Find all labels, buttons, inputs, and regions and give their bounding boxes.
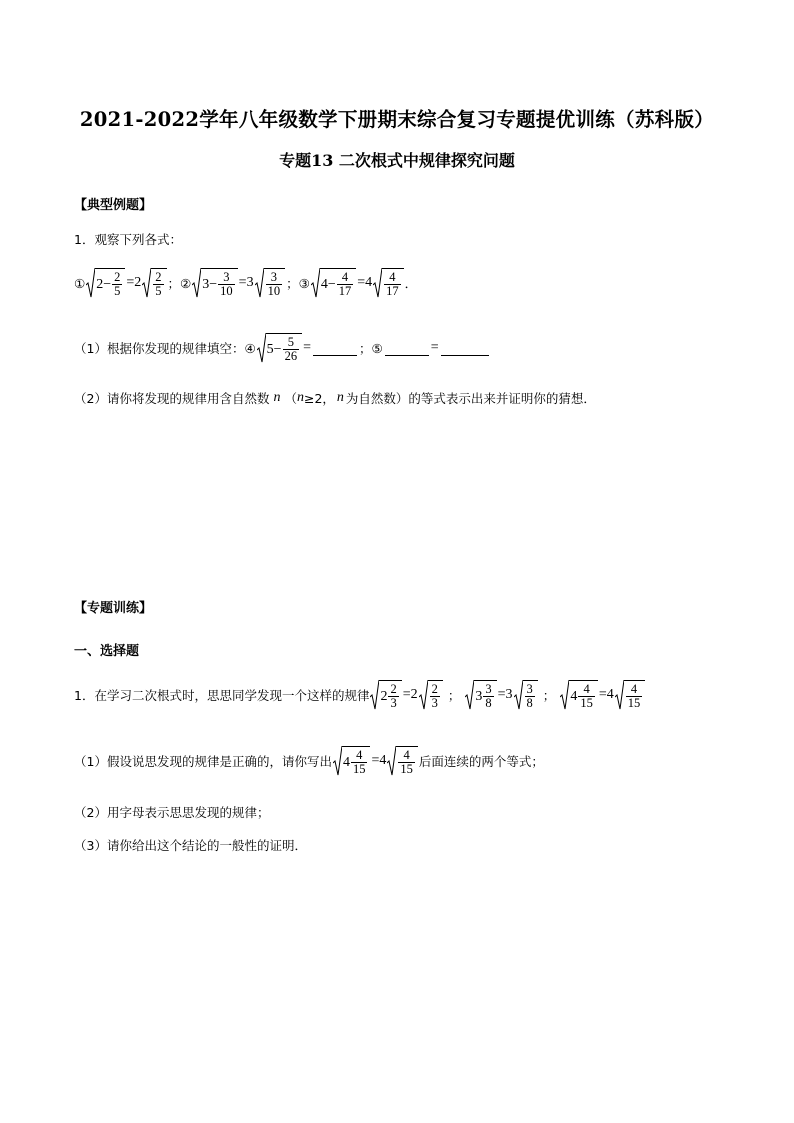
marker-2: ② — [180, 275, 192, 291]
training-q1: 1．在学习二次根式时，思思同学发现一个这样的规律 2 $\frac{2}{3}$ =2 $\frac{2}{3}$ ； 3 $\frac{3}{8}$ =3 $\frac{3}{8}$ ； 4 $\frac{4}{15}$ =4 $\frac{4}{15}$ — [74, 680, 646, 710]
equals: = — [303, 340, 311, 355]
equals-coef: =4 — [357, 275, 373, 290]
radical-sign-icon — [514, 680, 523, 710]
equals-coef: =3 — [238, 275, 254, 290]
sqrt-2-right — [255, 268, 286, 298]
sqrt-1-right — [142, 268, 166, 298]
sqrt-mixed-1: 2 $\frac{2}{3}$ — [370, 680, 401, 710]
answer-blank[interactable] — [313, 341, 357, 356]
radical-sign-icon — [387, 746, 396, 776]
radical-sign-icon — [257, 333, 266, 363]
fraction: $\frac{4}{15}$ — [580, 682, 593, 710]
sqrt-frac-1 — [419, 680, 443, 710]
sqrt-mixed-2: 3 $\frac{3}{8}$ — [465, 680, 496, 710]
fraction: $\frac{4}{15}$ — [352, 748, 366, 776]
answer-blank[interactable] — [385, 341, 429, 356]
example-section-label: 【典型例题】 — [74, 198, 153, 213]
fraction: $\frac{5}{26}$ — [284, 335, 298, 363]
example-part1 — [74, 333, 491, 363]
marker-1: ① — [74, 275, 86, 291]
radicand-int: 4− — [320, 276, 336, 292]
training-q1-part2: （2）用字母表示思思发现的规律； — [74, 805, 270, 820]
radicand-int: 3− — [202, 276, 218, 292]
fraction: $\frac{3}{10}$ — [267, 270, 281, 298]
training-section-label: 【专题训练】 — [74, 601, 153, 616]
separator: ；⑤ — [358, 341, 383, 356]
fraction: $\frac{3}{8}$ — [526, 682, 533, 710]
sqrt-frac-2 — [514, 680, 538, 710]
fraction: $\frac{3}{8}$ — [485, 682, 492, 710]
fraction: $\frac{4}{17}$ — [338, 270, 352, 298]
radical-sign-icon — [311, 268, 320, 298]
equals: = — [430, 340, 439, 355]
radical-sign-icon — [192, 268, 201, 298]
sqrt-2-left — [192, 268, 237, 298]
equals-coef: =2 — [126, 275, 142, 290]
sqrt-mixed-3: 4 $\frac{4}{15}$ — [560, 680, 598, 710]
radical-sign-icon — [255, 268, 264, 298]
fraction: $\frac{4}{17}$ — [386, 270, 399, 298]
fraction: $\frac{4}{15}$ — [400, 748, 413, 776]
radicand-int: 5− — [266, 341, 282, 357]
radical-sign-icon — [615, 680, 624, 710]
radical-sign-icon — [142, 268, 151, 298]
training-q1-part1: （1）假设说思发现的规律是正确的，请你写出 4 $\frac{4}{15}$ =4 $\frac{4}{15}$ 后面连续的两个等式； — [74, 748, 544, 776]
topic-title: 专题13 二次根式中规律探究问题 — [279, 151, 515, 170]
sqrt-frac-3 — [615, 680, 646, 710]
radical-sign-icon — [370, 680, 379, 710]
radical-sign-icon — [86, 268, 95, 298]
part-label: 一、选择题 — [74, 644, 140, 659]
fraction: $\frac{3}{10}$ — [220, 270, 233, 298]
radical-sign-icon — [560, 680, 569, 710]
radical-sign-icon — [373, 268, 382, 298]
radical-sign-icon — [419, 680, 428, 710]
fraction: $\frac{4}{15}$ — [627, 682, 641, 710]
document-title: 2021-2022学年八年级数学下册期末综合复习专题提优训练（苏科版） — [79, 108, 715, 131]
fraction: $\frac{2}{5}$ — [155, 270, 162, 298]
sqrt-4 — [257, 333, 302, 363]
answer-blank[interactable] — [441, 341, 489, 356]
sqrt-mixed: 4 $\frac{4}{15}$ — [333, 746, 371, 776]
sqrt-3-left — [311, 268, 356, 298]
fraction: $\frac{2}{3}$ — [431, 682, 438, 710]
fraction: $\frac{2}{3}$ — [390, 682, 397, 710]
example-part2: （2）请你将发现的规律用含自然数 n （ n ≥2， n 为自然数）的等式表示出来并证明你的猜想． — [74, 390, 596, 406]
training-q1-part3: （3）请你给出这个结论的一般性的证明． — [74, 838, 307, 853]
radicand-int: 2− — [96, 276, 112, 292]
separator: ； — [167, 276, 181, 291]
period: ． — [404, 276, 418, 291]
sqrt-frac — [387, 746, 418, 776]
radical-sign-icon — [465, 680, 474, 710]
q1-stem: 1．在学习二次根式时，思思同学发现一个这样的规律 — [74, 688, 370, 703]
example-formula-line — [74, 268, 417, 298]
sqrt-3-right — [373, 268, 404, 298]
radical-sign-icon — [333, 746, 342, 776]
marker-3: ③ — [298, 275, 310, 291]
sqrt-1-left — [86, 268, 125, 298]
example-q1-stem: 1．观察下列各式： — [74, 232, 182, 247]
part1-prefix: （1）根据你发现的规律填空：④ — [74, 341, 256, 356]
fraction: $\frac{2}{5}$ — [114, 270, 121, 298]
separator: ； — [286, 276, 299, 291]
